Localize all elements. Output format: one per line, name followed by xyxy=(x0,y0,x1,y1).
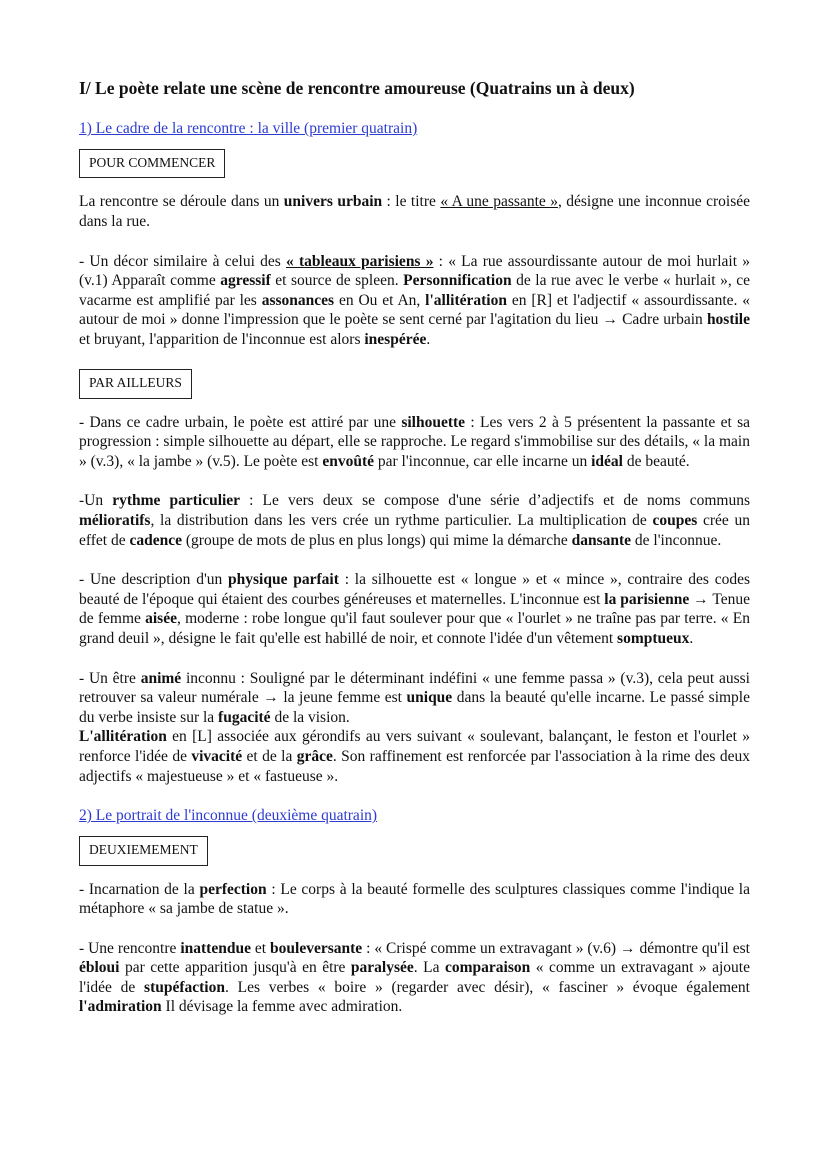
content-block xyxy=(79,149,750,349)
emphasis-text: univers urbain xyxy=(283,193,383,211)
text-run: en [L] associée aux gérondifs au vers suivant « soulevant, balançant, le feston et l'ourlet » renforce l'idée de xyxy=(79,728,750,765)
text-run: et source de spleen. xyxy=(270,272,404,290)
text-run: , la distribution dans les vers crée un rythme particulier. La multiplication de xyxy=(150,512,653,530)
text-run: - Un être xyxy=(79,669,141,687)
emphasis-text: perfection xyxy=(199,880,267,898)
section-heading-link[interactable]: 2) Le portrait de l'inconnue (deuxième quatrain) xyxy=(79,807,378,825)
emphasis-text: grâce xyxy=(296,747,333,765)
emphasis-text: rythme particulier xyxy=(112,492,241,510)
text-run: : la silhouette est « longue » et « mince », contraire des codes beauté de l'époque qui étaient des courbes généreuses et maternelles. L'inconnue est xyxy=(79,571,750,608)
emphasis-text: comparaison xyxy=(445,959,531,977)
emphasis-text: silhouette xyxy=(401,413,466,431)
content-block xyxy=(79,836,750,1017)
paragraph xyxy=(79,252,750,350)
sections-container xyxy=(79,119,750,1017)
text-run: -Un xyxy=(79,492,113,510)
text-run: par l'inconnue, car elle incarne un xyxy=(374,452,592,470)
document-title: I/ Le poète relate une scène de rencontre amoureuse (Quatrains un à deux) xyxy=(79,78,635,98)
text-run: : Le corps à la beauté formelle des sculptures classiques comme l'indique la métaphore « sa jambe de statue ». xyxy=(79,880,750,918)
text-run: - Une rencontre xyxy=(79,939,181,957)
text-run: en [R] et l'adjectif « assourdissante. « autour de moi » donne l'impression que le poète se sent cerné par l'agitation du lieu → Cadre urbain xyxy=(79,291,750,329)
emphasis-text: aisée xyxy=(145,610,177,628)
paragraph xyxy=(79,491,750,550)
text-run: et bruyant, l'apparition de l'inconnue est alors xyxy=(79,330,365,348)
emphasis-text: l'admiration xyxy=(79,998,162,1016)
text-run: - Une description d'un xyxy=(79,571,229,589)
text-run: - Un décor similaire à celui des xyxy=(79,252,286,270)
text-run: crée un effet de xyxy=(79,512,750,549)
text-run: et xyxy=(250,939,271,957)
boxed-label: DEUXIEMEMENT xyxy=(79,836,208,865)
emphasis-text: ébloui xyxy=(79,959,120,977)
text-run: → Tenue de femme xyxy=(79,590,750,628)
text-run: en Ou et An, xyxy=(334,291,426,309)
paragraph xyxy=(79,413,750,472)
emphasis-text: la parisienne xyxy=(604,590,690,608)
text-run: : « Crispé comme un extravagant » (v.6) → démontre qu'il est xyxy=(362,939,750,957)
emphasis-text: vivacité xyxy=(191,747,243,765)
text-run: Il dévisage la femme avec admiration. xyxy=(161,998,403,1016)
paragraph xyxy=(79,570,750,648)
emphasis-text: « tableaux parisiens » xyxy=(286,252,434,270)
emphasis-text: somptueux xyxy=(617,630,690,648)
emphasis-text: paralysée xyxy=(350,959,414,977)
text-run: : Le vers deux se compose d'une série d’adjectifs et de noms communs xyxy=(240,492,750,510)
text-run: (groupe de mots de plus en plus longs) qui mime la démarche xyxy=(182,531,572,549)
emphasis-text: envoûté xyxy=(322,452,374,470)
text-run: . Les verbes « boire » (regarder avec désir), « fasciner » évoque également xyxy=(224,978,750,996)
text-run: : Les vers 2 à 5 présentent la passante et sa progression : simple silhouette au départ, elle se rapproche. Le regard s'immobilise sur des détails, « la main » (v.3), « la jambe » (v.5). Le poète est xyxy=(79,413,750,470)
emphasis-text: unique xyxy=(406,689,453,707)
text-run: de l'inconnue. xyxy=(631,531,722,549)
box-label-row xyxy=(79,836,750,879)
boxed-label: POUR COMMENCER xyxy=(79,149,225,178)
text-run: par cette apparition jusqu'à en être xyxy=(119,959,351,977)
text-run: inconnu : Souligné par le déterminant indéfini « une femme passa » (v.3), cela peut aussi retrouver sa valeur numérale → la jeune femme est xyxy=(79,669,750,707)
emphasis-text: dansante xyxy=(571,531,632,549)
section xyxy=(79,119,750,786)
emphasis-text: assonances xyxy=(261,291,335,309)
text-run: - Incarnation de la xyxy=(79,880,200,898)
section xyxy=(79,806,750,1017)
emphasis-text: stupéfaction xyxy=(144,978,225,996)
emphasis-text: hostile xyxy=(706,311,750,329)
box-label-row xyxy=(79,369,750,412)
emphasis-text: Personnification xyxy=(403,272,512,290)
text-run: - Dans ce cadre urbain, le poète est attiré par une xyxy=(79,413,402,431)
emphasis-text: coupes xyxy=(652,512,698,530)
paragraph xyxy=(79,880,750,919)
emphasis-text: bouleversante xyxy=(270,939,363,957)
text-run: . xyxy=(426,330,431,348)
text-run: « A une passante » xyxy=(440,193,558,211)
emphasis-text: physique parfait xyxy=(228,571,339,589)
text-run: . Son raffinement est renforcée par l'association à la rime des deux adjectifs « majestueuse » et « fastueuse ». xyxy=(79,747,750,785)
text-run: de beauté. xyxy=(622,452,690,470)
paragraph xyxy=(79,192,750,231)
text-run: dans la beauté qu'elle incarne. Le passé simple du verbe insiste sur la xyxy=(79,689,750,726)
emphasis-text: idéal xyxy=(591,452,623,470)
text-run: de la rue avec le verbe « hurlait », ce vacarme est amplifié par les xyxy=(79,272,750,309)
emphasis-text: fugacité xyxy=(218,708,271,726)
text-run: . xyxy=(689,630,694,648)
paragraph xyxy=(79,939,750,1017)
text-run: : le titre xyxy=(382,193,441,211)
text-run: , désigne une inconnue croisée dans la rue. xyxy=(79,193,751,230)
emphasis-text: L'allitération xyxy=(79,728,167,746)
box-label-row xyxy=(79,149,750,192)
text-run: . La xyxy=(413,959,445,977)
text-run: : « La rue assourdissante autour de moi hurlait » (v.1) Apparaît comme xyxy=(79,252,750,290)
emphasis-text: animé xyxy=(140,669,182,687)
emphasis-text: inespérée xyxy=(364,330,427,348)
text-run: « comme un extravagant » ajoute l'idée de xyxy=(79,959,750,996)
boxed-label: PAR AILLEURS xyxy=(79,369,192,398)
emphasis-text: inattendue xyxy=(180,939,251,957)
content-block xyxy=(79,369,750,786)
emphasis-text: agressif xyxy=(220,272,271,290)
text-run: de la vision. xyxy=(270,708,350,726)
text-run: , moderne : robe longue qu'il faut soulever pour que « l'ourlet » ne traîne pas par terre. « En grand deuil », désigne le fait qu'elle est habillé de noir, et connote l'idée d'un vêtement xyxy=(79,610,750,648)
text-run: La rencontre se déroule dans un xyxy=(79,193,284,211)
text-run: et de la xyxy=(242,747,297,765)
paragraph xyxy=(79,669,750,787)
emphasis-text: mélioratifs xyxy=(79,512,151,530)
section-heading-link[interactable]: 1) Le cadre de la rencontre : la ville (premier quatrain) xyxy=(79,120,418,137)
emphasis-text: cadence xyxy=(129,531,183,549)
emphasis-text: l'allitération xyxy=(425,291,507,309)
